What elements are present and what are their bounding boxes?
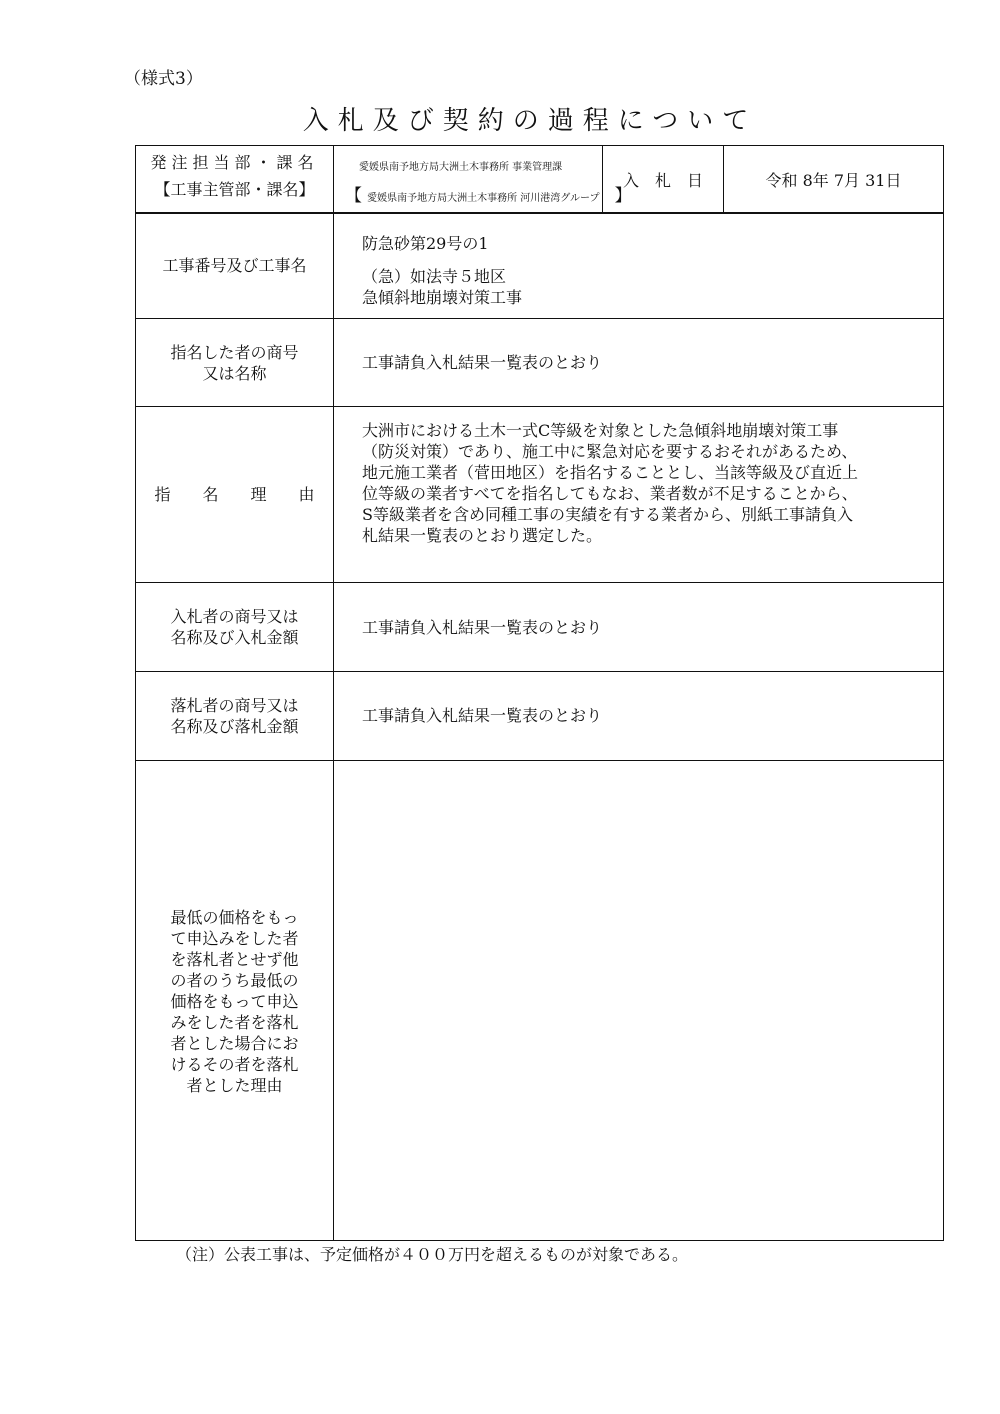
bidders-label-line2: 名称及び入札金額 xyxy=(170,628,299,647)
dept-label-line1: 発注担当部・課名 xyxy=(150,153,319,172)
row-divider xyxy=(135,318,944,319)
bid-date-label: 入 札 日 xyxy=(622,171,703,190)
reason-line: 地元施工業者（菅田地区）を指名することとし、当該等級及び直近上 xyxy=(362,463,859,482)
bracket-open: 【 xyxy=(345,186,362,206)
project-value xyxy=(362,233,522,308)
lowest-label xyxy=(136,907,333,1096)
form-number: （様式3） xyxy=(124,69,203,89)
row-divider xyxy=(135,760,944,761)
winner-label xyxy=(136,695,333,737)
reason-line: 位等級の業者すべてを指名してもなお、業者数が不足することから、 xyxy=(362,484,858,503)
project-number: 防急砂第29号の1 xyxy=(362,234,489,253)
bidders-label xyxy=(136,606,333,648)
row-divider xyxy=(135,406,944,407)
lowest-label-line: 者とした場合にお xyxy=(170,1034,299,1053)
row-divider xyxy=(135,671,944,672)
nominees-label-line2: 又は名称 xyxy=(202,364,267,383)
row-divider xyxy=(135,582,944,583)
nominees-value: 工事請負入札結果一覧表のとおり xyxy=(362,353,603,372)
winner-label-line1: 落札者の商号又は xyxy=(170,696,299,715)
reason-line: S等級業者を含め同種工事の実績を有する業者から、別紙工事請負入 xyxy=(362,505,853,524)
lowest-label-line: 者とした理由 xyxy=(186,1076,283,1095)
dept-value-line1: 愛媛県南予地方局大洲土木事務所 事業管理課 xyxy=(359,162,563,173)
project-name: 急傾斜地崩壊対策工事 xyxy=(362,288,523,307)
reason-line: 札結果一覧表のとおり選定した。 xyxy=(362,526,603,545)
lowest-label-line: 価格をもって申込 xyxy=(170,992,299,1011)
project-location: （急）如法寺５地区 xyxy=(362,267,507,286)
bracket-close: 】 xyxy=(614,186,632,206)
reason-label: 指 名 理 由 xyxy=(154,485,315,504)
project-label: 工事番号及び工事名 xyxy=(162,256,307,275)
winner-label-line2: 名称及び落札金額 xyxy=(170,717,299,736)
lowest-label-line: けるその者を落札 xyxy=(170,1055,299,1074)
lowest-label-line: を落札者とせず他 xyxy=(170,950,299,969)
header-divider xyxy=(333,145,334,213)
document-title: 入札及び契約の過程について xyxy=(302,106,758,136)
dept-label xyxy=(136,152,333,200)
bidders-label-line1: 入札者の商号又は xyxy=(170,607,299,626)
nominees-label-line1: 指名した者の商号 xyxy=(170,343,299,362)
dept-value xyxy=(345,158,632,206)
main-column-divider xyxy=(333,213,334,1241)
lowest-label-line: の者のうち最低の xyxy=(170,971,299,990)
dept-label-line2: 【工事主管部・課名】 xyxy=(154,180,315,199)
dept-value-line2-text: 愛媛県南予地方局大洲土木事務所 河川港湾グループ xyxy=(367,193,600,204)
reason-value xyxy=(362,420,858,546)
bidders-value: 工事請負入札結果一覧表のとおり xyxy=(362,618,603,637)
lowest-label-line: て申込みをした者 xyxy=(170,929,299,948)
lowest-label-line: 最低の価格をもっ xyxy=(170,908,299,927)
dept-value-line2 xyxy=(345,181,632,206)
nominees-label xyxy=(136,342,333,384)
reason-line: （防災対策）であり、施工中に緊急対応を要するおそれがあるため、 xyxy=(362,442,858,461)
reason-line: 大洲市における土木一式C等級を対象とした急傾斜地崩壊対策工事 xyxy=(362,421,839,440)
winner-value: 工事請負入札結果一覧表のとおり xyxy=(362,706,603,725)
bid-date-value: 令和 8年 7月 31日 xyxy=(765,171,902,190)
lowest-label-line: みをした者を落札 xyxy=(170,1013,299,1032)
footnote: （注）公表工事は、予定価格が４００万円を超えるものが対象である。 xyxy=(176,1245,689,1264)
